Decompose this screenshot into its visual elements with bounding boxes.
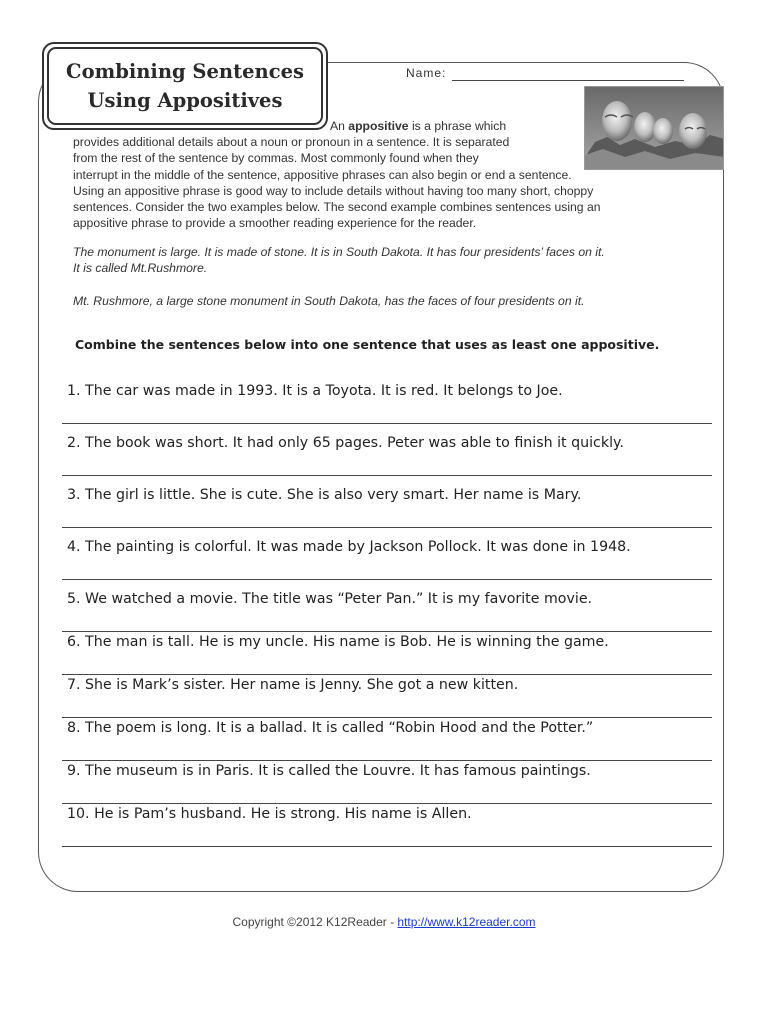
example-1 [73, 244, 713, 277]
answer-line-1[interactable] [62, 423, 712, 424]
exercise-item-3: 3. The girl is little. She is cute. She is also very smart. Her name is Mary. [67, 487, 582, 503]
example-1-line-1: The monument is large. It is made of stone. It is in South Dakota. It has four presidents’ faces on it. [73, 245, 605, 259]
example-2: Mt. Rushmore, a large stone monument in South Dakota, has the faces of four presidents on it. [73, 294, 585, 308]
k12reader-link[interactable]: http://www.k12reader.com [397, 915, 536, 929]
intro-paragraph [73, 118, 713, 231]
appositive-term: appositive [348, 119, 409, 133]
exercise-item-4: 4. The painting is colorful. It was made by Jackson Pollock. It was done in 1948. [67, 539, 631, 555]
answer-line-7[interactable] [62, 717, 712, 718]
name-field-line[interactable] [452, 80, 684, 81]
answer-line-5[interactable] [62, 631, 712, 632]
title-line-1: Combining Sentences [66, 60, 304, 83]
title-line-2: Using Appositives [87, 89, 283, 112]
answer-line-10[interactable] [62, 846, 712, 847]
answer-line-2[interactable] [62, 475, 712, 476]
intro-line-3: from the rest of the sentence by commas. Most commonly found when they [73, 151, 479, 166]
intro-line-2: provides additional details about a noun or pronoun in a sentence. It is separated [73, 135, 510, 150]
instructions: Combine the sentences below into one sentence that uses as least one appositive. [75, 337, 660, 352]
answer-line-3[interactable] [62, 527, 712, 528]
intro-line-4: interrupt in the middle of the sentence, appositive phrases can also begin or end a sentence. [73, 167, 572, 182]
exercise-item-6: 6. The man is tall. He is my uncle. His name is Bob. He is winning the game. [67, 634, 609, 650]
name-label: Name: [406, 66, 447, 80]
page-title [47, 47, 323, 125]
intro-line-6: sentences. Consider the two examples below. The second example combines sentences using an [73, 200, 601, 215]
intro-line-5: Using an appositive phrase is good way to include details without having too many short, choppy [73, 183, 594, 198]
title-box [42, 42, 328, 130]
answer-line-9[interactable] [62, 803, 712, 804]
exercise-item-5: 5. We watched a movie. The title was “Peter Pan.” It is my favorite movie. [67, 591, 593, 607]
exercise-item-9: 9. The museum is in Paris. It is called the Louvre. It has famous paintings. [67, 763, 591, 779]
exercise-item-10: 10. He is Pam’s husband. He is strong. His name is Allen. [67, 806, 472, 822]
intro-line-1: An appositive is a phrase which [330, 119, 507, 133]
exercise-item-2: 2. The book was short. It had only 65 pages. Peter was able to finish it quickly. [67, 435, 624, 451]
copyright-text: Copyright ©2012 K12Reader - [232, 915, 398, 929]
exercise-item-7: 7. She is Mark’s sister. Her name is Jenny. She got a new kitten. [67, 677, 519, 693]
exercise-item-1: 1. The car was made in 1993. It is a Toyota. It is red. It belongs to Joe. [67, 383, 563, 399]
answer-line-4[interactable] [62, 579, 712, 580]
intro-line-7: appositive phrase to provide a smoother reading experience for the reader. [73, 216, 477, 231]
footer-copyright [0, 915, 768, 929]
answer-line-8[interactable] [62, 760, 712, 761]
answer-line-6[interactable] [62, 674, 712, 675]
example-1-line-2: It is called Mt.Rushmore. [73, 261, 208, 276]
exercise-item-8: 8. The poem is long. It is a ballad. It is called “Robin Hood and the Potter.” [67, 720, 594, 736]
